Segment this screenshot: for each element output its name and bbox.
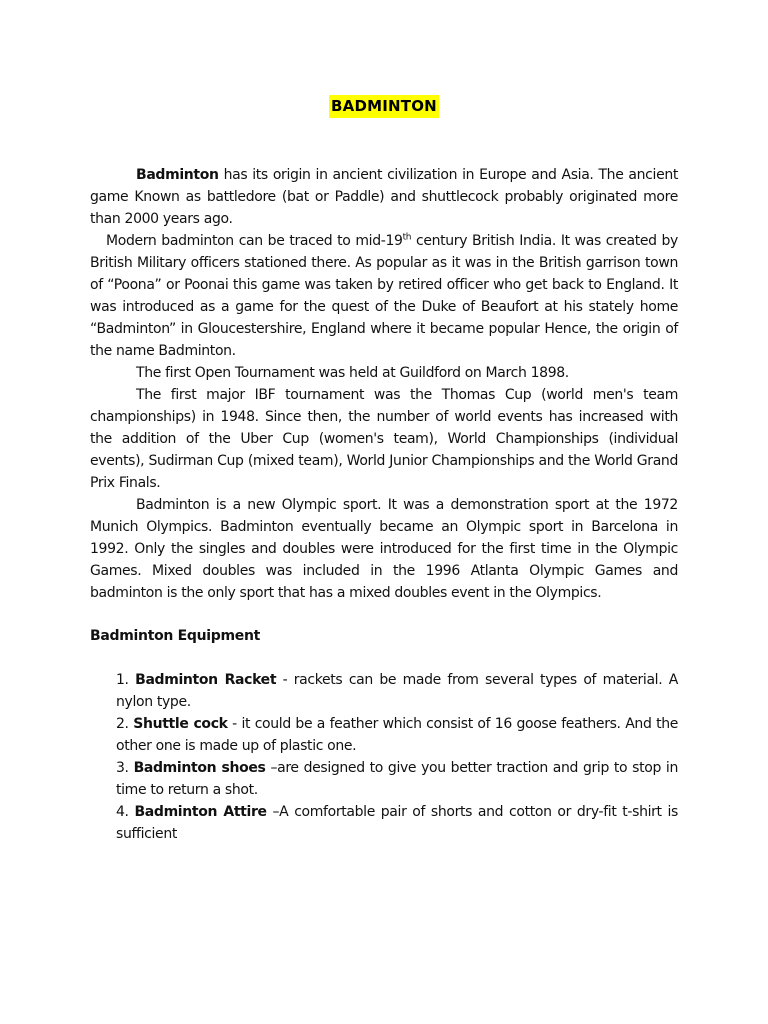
list-item-description: –are designed to give you better traction and grip to stop in time to return a shot. bbox=[116, 760, 678, 798]
paragraph-origin bbox=[90, 164, 678, 230]
paragraph-modern-text-a: Modern badminton can be traced to mid-19 bbox=[106, 233, 403, 249]
list-item-name: Shuttle cock bbox=[133, 716, 228, 732]
list-item-number: 2. bbox=[116, 716, 134, 732]
paragraph-modern-text-b: century British India. It was created by British Military officers stationed there. As popular as it was in the British garrison town of “Poona” or Poonai this game was taken by retired officer who get back to England. It was introduced as a game for the quest of the Duke of Beaufort at his stately home “Badminton” in Gloucestershire, England where it became popular Hence, the origin of the name Badminton. bbox=[90, 233, 678, 359]
paragraph-origin-text: has its origin in ancient civilization in Europe and Asia. The ancient game Known as battledore (bat or Paddle) and shuttlecock probably originated more than 2000 years ago. bbox=[90, 167, 678, 227]
list-item bbox=[116, 757, 678, 801]
list-item-description: - rackets can be made from several types of material. A nylon type. bbox=[116, 672, 678, 710]
list-item bbox=[116, 801, 678, 845]
list-item-description: - it could be a feather which consist of 16 goose feathers. And the other one is made up of plastic one. bbox=[116, 716, 678, 754]
list-item-number: 4. bbox=[116, 804, 135, 820]
paragraph-first-tournament: The first Open Tournament was held at Guildford on March 1898. bbox=[136, 365, 569, 381]
title-container bbox=[0, 95, 768, 118]
list-item-number: 3. bbox=[116, 760, 134, 776]
paragraph-origin-bold: Badminton bbox=[136, 167, 219, 183]
list-item bbox=[116, 669, 678, 713]
list-item-name: Badminton Attire bbox=[134, 804, 267, 820]
list-item-description: –A comfortable pair of shorts and cotton or dry-fit t-shirt is sufficient bbox=[116, 804, 678, 842]
list-item-name: Badminton Racket bbox=[135, 672, 277, 688]
list-item-name: Badminton shoes bbox=[133, 760, 266, 776]
paragraph-modern-superscript: th bbox=[402, 232, 412, 243]
equipment-list bbox=[116, 669, 678, 845]
list-item bbox=[116, 713, 678, 757]
paragraph-ibf: The first major IBF tournament was the Thomas Cup (world men's team championships) in 1948. Since then, the number of world events has increased with the addition of the Uber Cup (women's team), World Championships (individual events), Sudirman Cup (mixed team), World Junior Championships and the World Grand Prix Finals. bbox=[90, 387, 678, 491]
page-title: BADMINTON bbox=[329, 95, 439, 118]
paragraph-olympic: Badminton is a new Olympic sport. It was a demonstration sport at the 1972 Munich Olympics. Badminton eventually became an Olympic sport in Barcelona in 1992. Only the singles and doubles were introduced for the first time in the Olympic Games. Mixed doubles was included in the 1996 Atlanta Olympic Games and badminton is the only sport that has a mixed doubles event in the Olympics. bbox=[90, 497, 678, 601]
body-text bbox=[90, 164, 678, 604]
list-item-number: 1. bbox=[116, 672, 136, 688]
paragraph-modern bbox=[90, 230, 678, 362]
equipment-heading: Badminton Equipment bbox=[90, 628, 261, 644]
